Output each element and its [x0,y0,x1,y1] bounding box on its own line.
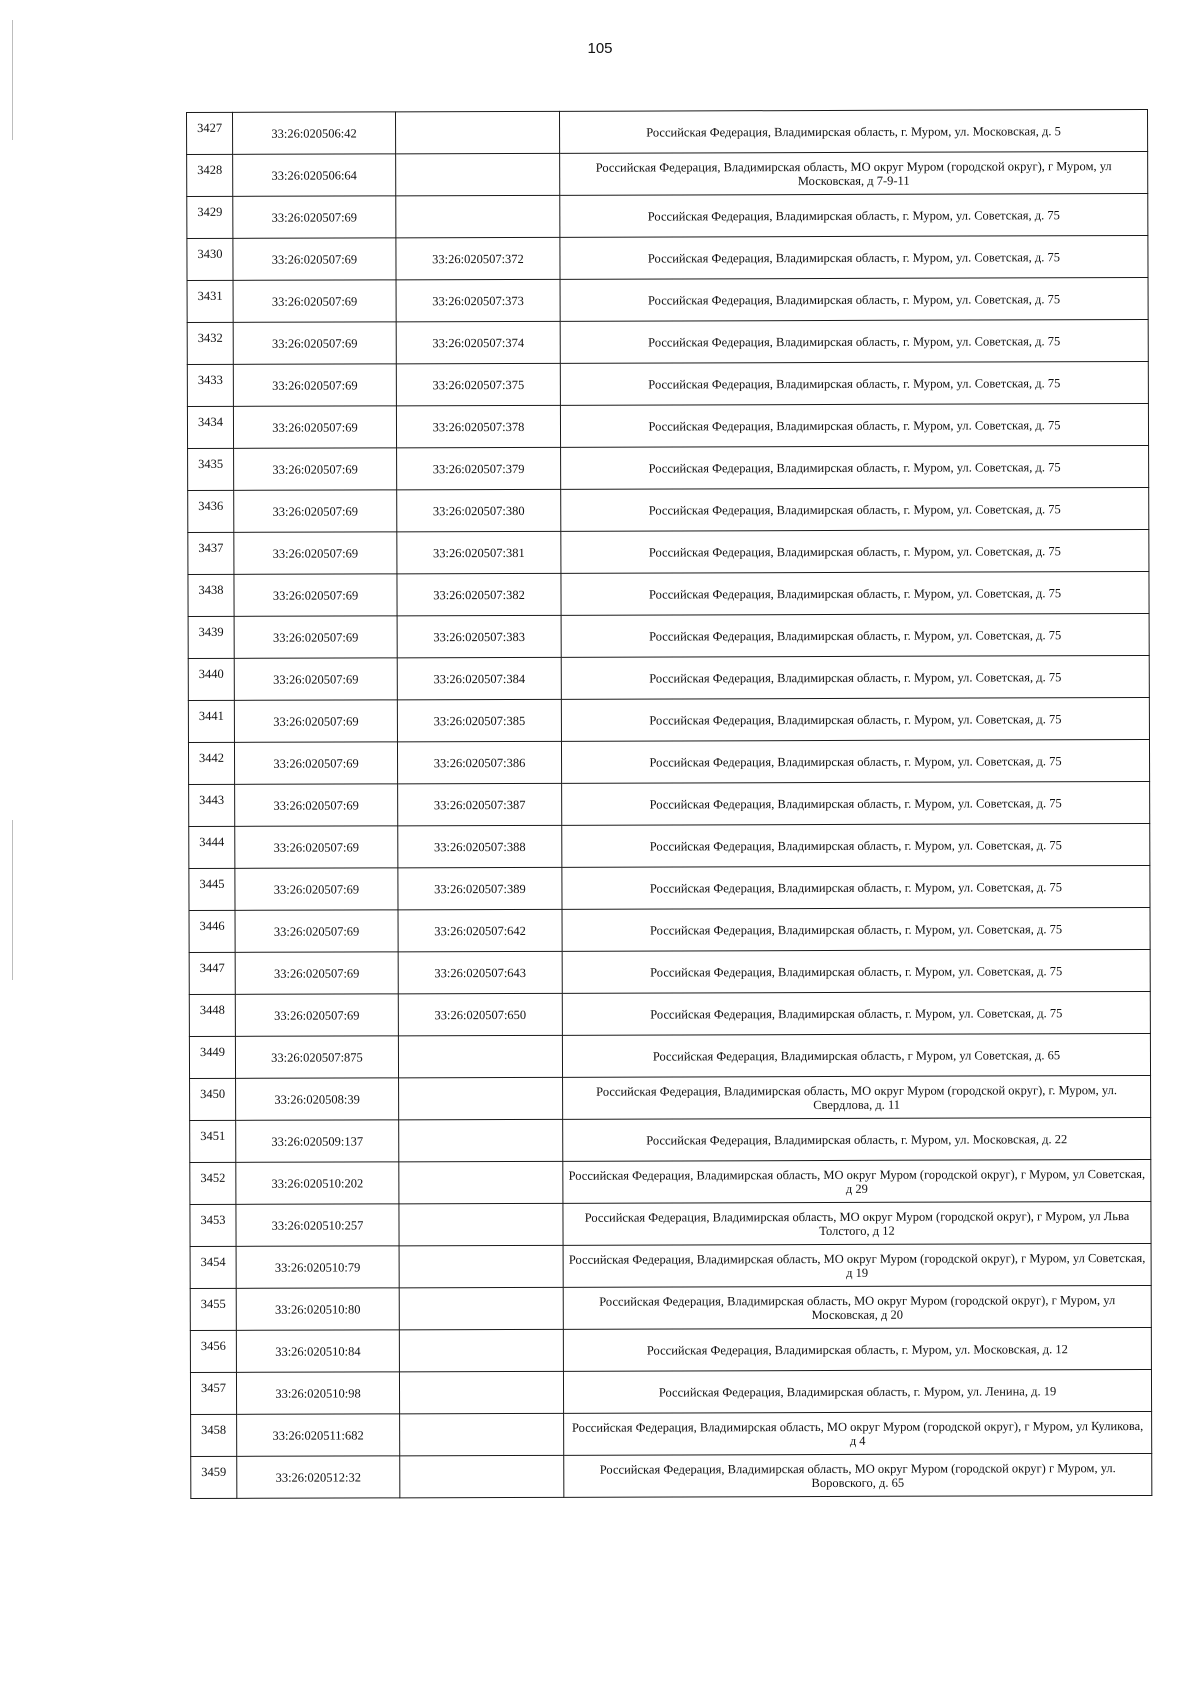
cadastral-number-cell: 33:26:020507:69 [233,322,396,365]
cadastral-number-cell: 33:26:020507:69 [235,868,398,911]
sub-cadastral-number-cell: 33:26:020507:375 [396,363,560,406]
cadastral-number-cell: 33:26:020510:257 [236,1204,399,1247]
sub-cadastral-number-cell: 33:26:020507:378 [396,405,560,448]
sub-cadastral-number-cell [399,1077,563,1120]
row-number-cell: 3435 [188,448,234,490]
cadastral-number-cell: 33:26:020510:202 [236,1162,399,1205]
cadastral-number-cell: 33:26:020507:69 [234,532,397,575]
cadastral-number-cell: 33:26:020507:69 [235,910,398,953]
cadastral-number-cell: 33:26:020510:79 [236,1246,399,1289]
address-cell: Российская Федерация, Владимирская область, г. Муром, ул. Советская, д. 75 [560,361,1148,405]
scan-artifact-line [12,820,13,980]
cadastral-number-cell: 33:26:020507:69 [235,994,398,1037]
address-cell: Российская Федерация, Владимирская область, г. Муром, ул. Советская, д. 75 [560,319,1148,363]
sub-cadastral-number-cell: 33:26:020507:388 [398,825,562,868]
sub-cadastral-number-cell [399,1287,563,1330]
row-number-cell: 3444 [189,826,235,868]
address-cell: Российская Федерация, Владимирская область, г. Муром, ул. Ленина, д. 19 [563,1369,1151,1413]
row-number-cell: 3438 [188,574,234,616]
address-cell: Российская Федерация, Владимирская область, МО округ Муром (городской округ), г Муром, ул Куликова, д 4 [564,1411,1152,1455]
sub-cadastral-number-cell: 33:26:020507:382 [397,573,561,616]
table-row [190,1201,1151,1246]
sub-cadastral-number-cell [399,1161,563,1204]
address-cell: Российская Федерация, Владимирская область, г. Муром, ул. Московская, д. 12 [563,1327,1151,1371]
sub-cadastral-number-cell: 33:26:020507:386 [397,741,561,784]
address-cell: Российская Федерация, Владимирская область, МО округ Муром (городской округ), г Муром, ул Московская, д 20 [563,1285,1151,1329]
sub-cadastral-number-cell: 33:26:020507:380 [397,489,561,532]
table-row [188,529,1149,574]
sub-cadastral-number-cell: 33:26:020507:650 [398,993,562,1036]
sub-cadastral-number-cell [399,1329,563,1372]
row-number-cell: 3442 [188,742,234,784]
address-cell: Российская Федерация, Владимирская область, г. Муром, ул. Советская, д. 75 [562,865,1150,909]
row-number-cell: 3459 [191,1456,237,1498]
cadastral-number-cell: 33:26:020507:69 [235,952,398,995]
row-number-cell: 3433 [187,364,233,406]
address-cell: Российская Федерация, Владимирская область, г. Муром, ул. Советская, д. 75 [561,613,1149,657]
cadastral-number-cell: 33:26:020507:69 [234,448,397,491]
row-number-cell: 3430 [187,238,233,280]
row-number-cell: 3448 [189,994,235,1036]
row-number-cell: 3455 [190,1288,236,1330]
row-number-cell: 3451 [190,1120,236,1162]
table-row [187,193,1148,238]
row-number-cell: 3443 [189,784,235,826]
row-number-cell: 3437 [188,532,234,574]
address-cell: Российская Федерация, Владимирская область, г. Муром, ул. Московская, д. 5 [559,109,1147,153]
address-cell: Российская Федерация, Владимирская область, г. Муром, ул. Московская, д. 22 [563,1117,1151,1161]
row-number-cell: 3427 [187,112,233,154]
registry-table [186,109,1152,1499]
address-cell: Российская Федерация, Владимирская область, МО округ Муром (городской округ), г Муром, ул Льва Толстого, д 12 [563,1201,1151,1245]
row-number-cell: 3454 [190,1246,236,1288]
address-cell: Российская Федерация, Владимирская область, г. Муром, ул. Советская, д. 75 [561,487,1149,531]
row-number-cell: 3440 [188,658,234,700]
row-number-cell: 3439 [188,616,234,658]
address-cell: Российская Федерация, Владимирская область, г. Муром, ул. Советская, д. 75 [561,655,1149,699]
row-number-cell: 3441 [188,700,234,742]
table-row [189,823,1150,868]
table-row [190,1369,1151,1414]
address-cell: Российская Федерация, Владимирская область, г Муром, ул Советская, д. 65 [562,1033,1150,1077]
table-row [189,949,1150,994]
address-cell: Российская Федерация, Владимирская область, г. Муром, ул. Советская, д. 75 [562,823,1150,867]
table-row [188,613,1149,658]
sub-cadastral-number-cell: 33:26:020507:379 [397,447,561,490]
table-row [190,1327,1151,1372]
address-cell: Российская Федерация, Владимирская область, г. Муром, ул. Советская, д. 75 [560,235,1148,279]
table-row [187,361,1148,406]
table-row [188,445,1149,490]
sub-cadastral-number-cell [396,111,560,154]
address-cell: Российская Федерация, Владимирская область, МО округ Муром (городской округ) г Муром, ул. Воровского, д. 65 [564,1453,1152,1497]
table-row [187,403,1148,448]
cadastral-number-cell: 33:26:020511:682 [237,1414,400,1457]
row-number-cell: 3432 [187,322,233,364]
table-row [188,571,1149,616]
table-row [187,319,1148,364]
cadastral-number-cell: 33:26:020507:69 [234,574,397,617]
sub-cadastral-number-cell [396,195,560,238]
table-row [188,739,1149,784]
cadastral-number-cell: 33:26:020510:84 [236,1330,399,1373]
cadastral-number-cell: 33:26:020507:69 [235,784,398,827]
row-number-cell: 3429 [187,196,233,238]
sub-cadastral-number-cell: 33:26:020507:383 [397,615,561,658]
page-number: 105 [587,40,613,57]
row-number-cell: 3456 [190,1330,236,1372]
sub-cadastral-number-cell: 33:26:020507:387 [398,783,562,826]
row-number-cell: 3449 [189,1036,235,1078]
sub-cadastral-number-cell: 33:26:020507:642 [398,909,562,952]
table-row [187,151,1148,196]
table-row [189,907,1150,952]
table-row [189,991,1150,1036]
table-row [187,109,1148,154]
table-row [188,655,1149,700]
address-cell: Российская Федерация, Владимирская область, г. Муром, ул. Советская, д. 75 [562,949,1150,993]
cadastral-number-cell: 33:26:020510:98 [236,1372,399,1415]
row-number-cell: 3447 [189,952,235,994]
address-cell: Российская Федерация, Владимирская область, г. Муром, ул. Советская, д. 75 [560,277,1148,321]
sub-cadastral-number-cell [399,1119,563,1162]
cadastral-number-cell: 33:26:020507:69 [234,490,397,533]
table-row [187,277,1148,322]
sub-cadastral-number-cell: 33:26:020507:373 [396,279,560,322]
table-row [188,697,1149,742]
table-row [189,1033,1150,1078]
sub-cadastral-number-cell: 33:26:020507:389 [398,867,562,910]
cadastral-number-cell: 33:26:020507:69 [233,406,396,449]
address-cell: Российская Федерация, Владимирская область, г. Муром, ул. Советская, д. 75 [561,445,1149,489]
cadastral-number-cell: 33:26:020507:69 [234,700,397,743]
row-number-cell: 3457 [190,1372,236,1414]
table-row [190,1285,1151,1330]
address-cell: Российская Федерация, Владимирская область, г. Муром, ул. Советская, д. 75 [561,697,1149,741]
table-row [187,235,1148,280]
cadastral-number-cell: 33:26:020508:39 [236,1078,399,1121]
row-number-cell: 3453 [190,1204,236,1246]
table-row [190,1075,1151,1120]
table-row [190,1117,1151,1162]
table-row [188,487,1149,532]
row-number-cell: 3458 [191,1414,237,1456]
cadastral-number-cell: 33:26:020507:69 [234,616,397,659]
table-row [191,1411,1152,1456]
sub-cadastral-number-cell: 33:26:020507:385 [397,699,561,742]
cadastral-number-cell: 33:26:020507:69 [233,364,396,407]
registry-table-body [187,109,1152,1498]
sub-cadastral-number-cell [398,1035,562,1078]
cadastral-number-cell: 33:26:020512:32 [237,1456,400,1499]
table-row [189,781,1150,826]
cadastral-number-cell: 33:26:020509:137 [236,1120,399,1163]
row-number-cell: 3428 [187,154,233,196]
row-number-cell: 3445 [189,868,235,910]
row-number-cell: 3446 [189,910,235,952]
sub-cadastral-number-cell: 33:26:020507:381 [397,531,561,574]
address-cell: Российская Федерация, Владимирская область, МО округ Муром (городской округ), г Муром, ул Советская, д 29 [563,1159,1151,1203]
cadastral-number-cell: 33:26:020507:69 [233,196,396,239]
cadastral-number-cell: 33:26:020507:69 [234,742,397,785]
row-number-cell: 3450 [190,1078,236,1120]
cadastral-number-cell: 33:26:020507:69 [233,280,396,323]
sub-cadastral-number-cell: 33:26:020507:384 [397,657,561,700]
table-row [190,1159,1151,1204]
cadastral-number-cell: 33:26:020506:42 [233,112,396,155]
table-row [190,1243,1151,1288]
cadastral-number-cell: 33:26:020507:69 [233,238,396,281]
table-row [191,1453,1152,1498]
sub-cadastral-number-cell [399,1371,563,1414]
address-cell: Российская Федерация, Владимирская область, МО округ Муром (городской округ), г Муром, ул Московская, д 7-9-11 [560,151,1148,195]
address-cell: Российская Федерация, Владимирская область, г. Муром, ул. Советская, д. 75 [562,907,1150,951]
sub-cadastral-number-cell [396,153,560,196]
address-cell: Российская Федерация, Владимирская область, г. Муром, ул. Советская, д. 75 [561,529,1149,573]
address-cell: Российская Федерация, Владимирская область, г. Муром, ул. Советская, д. 75 [560,193,1148,237]
row-number-cell: 3431 [187,280,233,322]
sub-cadastral-number-cell [400,1413,564,1456]
address-cell: Российская Федерация, Владимирская область, г. Муром, ул. Советская, д. 75 [561,571,1149,615]
row-number-cell: 3452 [190,1162,236,1204]
address-cell: Российская Федерация, Владимирская область, МО округ Муром (городской округ), г Муром, ул Советская, д 19 [563,1243,1151,1287]
address-cell: Российская Федерация, Владимирская область, г. Муром, ул. Советская, д. 75 [562,781,1150,825]
scan-artifact-line [12,20,13,140]
address-cell: Российская Федерация, Владимирская область, МО округ Муром (городской округ), г. Муром, ул. Свердлова, д. 11 [563,1075,1151,1119]
sub-cadastral-number-cell [400,1455,564,1498]
cadastral-number-cell: 33:26:020507:875 [235,1036,398,1079]
table-row [189,865,1150,910]
cadastral-number-cell: 33:26:020507:69 [235,826,398,869]
cadastral-number-cell: 33:26:020510:80 [236,1288,399,1331]
cadastral-number-cell: 33:26:020506:64 [233,154,396,197]
sub-cadastral-number-cell [399,1245,563,1288]
address-cell: Российская Федерация, Владимирская область, г. Муром, ул. Советская, д. 75 [561,739,1149,783]
address-cell: Российская Федерация, Владимирская область, г. Муром, ул. Советская, д. 75 [562,991,1150,1035]
sub-cadastral-number-cell: 33:26:020507:374 [396,321,560,364]
sub-cadastral-number-cell: 33:26:020507:372 [396,237,560,280]
row-number-cell: 3434 [187,406,233,448]
sub-cadastral-number-cell [399,1203,563,1246]
sub-cadastral-number-cell: 33:26:020507:643 [398,951,562,994]
cadastral-number-cell: 33:26:020507:69 [234,658,397,701]
row-number-cell: 3436 [188,490,234,532]
address-cell: Российская Федерация, Владимирская область, г. Муром, ул. Советская, д. 75 [560,403,1148,447]
